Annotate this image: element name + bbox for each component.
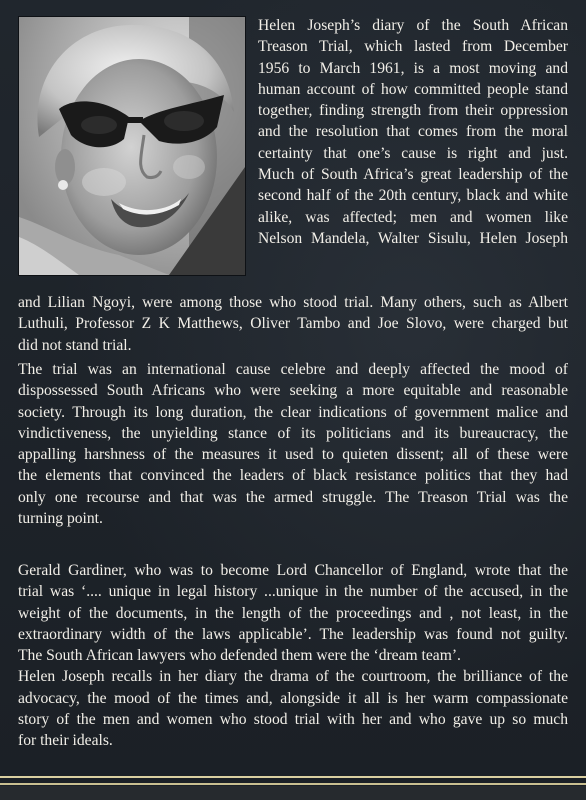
- text-line: did not stand trial.: [18, 336, 132, 354]
- text-line: advocacy, the mood of the times and, alongside it all is her warm compassionate: [18, 689, 568, 707]
- text-line: The South African lawyers who defended them were the ‘dream team’.: [18, 647, 461, 665]
- text-line: 1956 to March 1961, is a most moving and: [258, 59, 568, 77]
- text-line: trial was ‘.... unique in legal history ...unique in the number of the accused, in the: [18, 583, 568, 601]
- text-line: and Lilian Ngoyi, were among those who stood trial. Many others, such as Albert: [18, 294, 568, 311]
- intro-paragraph-continued: [18, 292, 568, 356]
- text-line: Much of South Africa’s great leadership of the: [258, 166, 568, 184]
- bottom-band: [0, 786, 586, 800]
- text-line: only one recourse and that was the armed struggle. The Treason Trial was the: [18, 488, 568, 506]
- text-line: vindictiveness, the unyielding stance of its politicians and its bureaucracy, the: [18, 424, 568, 442]
- text-line: Luthuli, Professor Z K Matthews, Oliver Tambo and Joe Slovo, were charged but: [18, 315, 568, 333]
- text-line: human account of how committed people stand: [258, 80, 568, 98]
- portrait-image: [19, 17, 245, 275]
- divider-rule: [0, 776, 586, 778]
- cause-celebre-paragraph: [18, 359, 568, 529]
- text-line: Helen Joseph’s diary of the South African: [258, 17, 568, 34]
- text-line: Helen Joseph recalls in her diary the drama of the courtroom, the brilliance of the: [18, 668, 568, 686]
- text-line: dispossessed South Africans who were seeking a more equitable and reasonable: [18, 382, 568, 400]
- divider-rule: [0, 783, 586, 785]
- text-line: certainty that one’s cause is right and just.: [258, 144, 568, 162]
- text-line: for their ideals.: [18, 732, 113, 750]
- text-line: Nelson Mandela, Walter Sisulu, Helen Joseph: [258, 229, 568, 247]
- text-line: appalling harshness of the measures it used to quieten dissent; all of these were: [18, 446, 568, 464]
- text-line: and the resolution that comes from the moral: [258, 123, 568, 141]
- text-line: second half of the 20th century, black and white: [258, 187, 568, 205]
- text-line: alike, was affected; men and women like: [258, 208, 568, 226]
- text-line: The trial was an international cause celebre and deeply affected the mood of: [18, 361, 568, 378]
- text-line: together, finding strength from their oppression: [258, 102, 568, 120]
- intro-paragraph-right-column: [258, 15, 568, 249]
- text-line: Gerald Gardiner, who was to become Lord Chancellor of England, wrote that the: [18, 562, 568, 579]
- text-line: Treason Trial, which lasted from December: [258, 38, 568, 56]
- text-line: the elements that convinced the leaders of black resistance politics that they had: [18, 467, 568, 485]
- text-line: weight of the documents, in the length of the proceedings and , not least, in the: [18, 604, 568, 622]
- text-line: extraordinary width of the laws applicable’. The leadership was found not guilty.: [18, 625, 568, 643]
- text-line: society. Through its long duration, the clear indications of government malice and: [18, 403, 568, 421]
- gardiner-quote-paragraph: [18, 560, 568, 752]
- author-portrait-photo: [18, 16, 246, 276]
- text-line: story of the men and women who stood trial with her and who gave up so much: [18, 711, 568, 729]
- text-line: turning point.: [18, 510, 103, 528]
